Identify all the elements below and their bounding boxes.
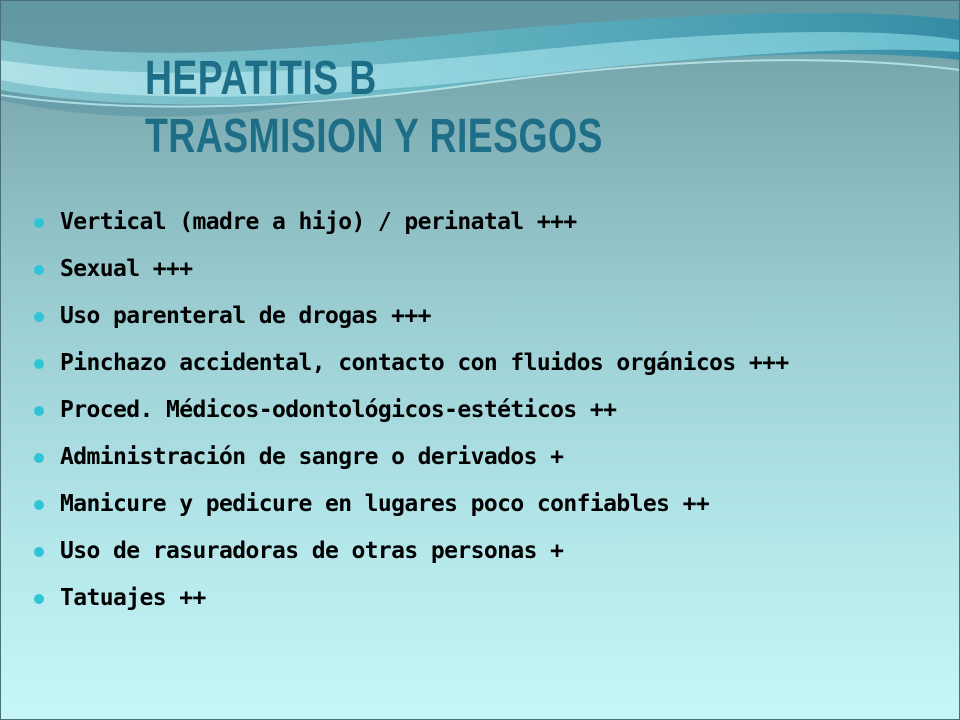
bullet-dot-icon [34,500,44,510]
bullet-item: Manicure y pedicure en lugares poco confiables ++ [34,489,934,519]
bullet-dot-icon [34,359,44,369]
bullet-item: Uso parenteral de drogas +++ [34,301,934,331]
bullet-item: Vertical (madre a hijo) / perinatal +++ [34,207,934,237]
bullet-dot-icon [34,406,44,416]
bullet-dot-icon [34,594,44,604]
title-line-2: TRASMISION Y RIESGOS [145,110,603,163]
bullet-dot-icon [34,265,44,275]
bullet-list [34,207,934,630]
bullet-item: Tatuajes ++ [34,583,934,613]
bullet-item: Sexual +++ [34,254,934,284]
bullet-item: Administración de sangre o derivados + [34,442,934,472]
slide-title [145,50,603,166]
bullet-dot-icon [34,453,44,463]
bullet-dot-icon [34,312,44,322]
bullet-item: Proced. Médicos-odontológicos-estéticos ++ [34,395,934,425]
title-line-1: HEPATITIS B [145,52,377,105]
bullet-dot-icon [34,547,44,557]
bullet-dot-icon [34,218,44,228]
bullet-item: Pinchazo accidental, contacto con fluidos orgánicos +++ [34,348,934,378]
bullet-item: Uso de rasuradoras de otras personas + [34,536,934,566]
